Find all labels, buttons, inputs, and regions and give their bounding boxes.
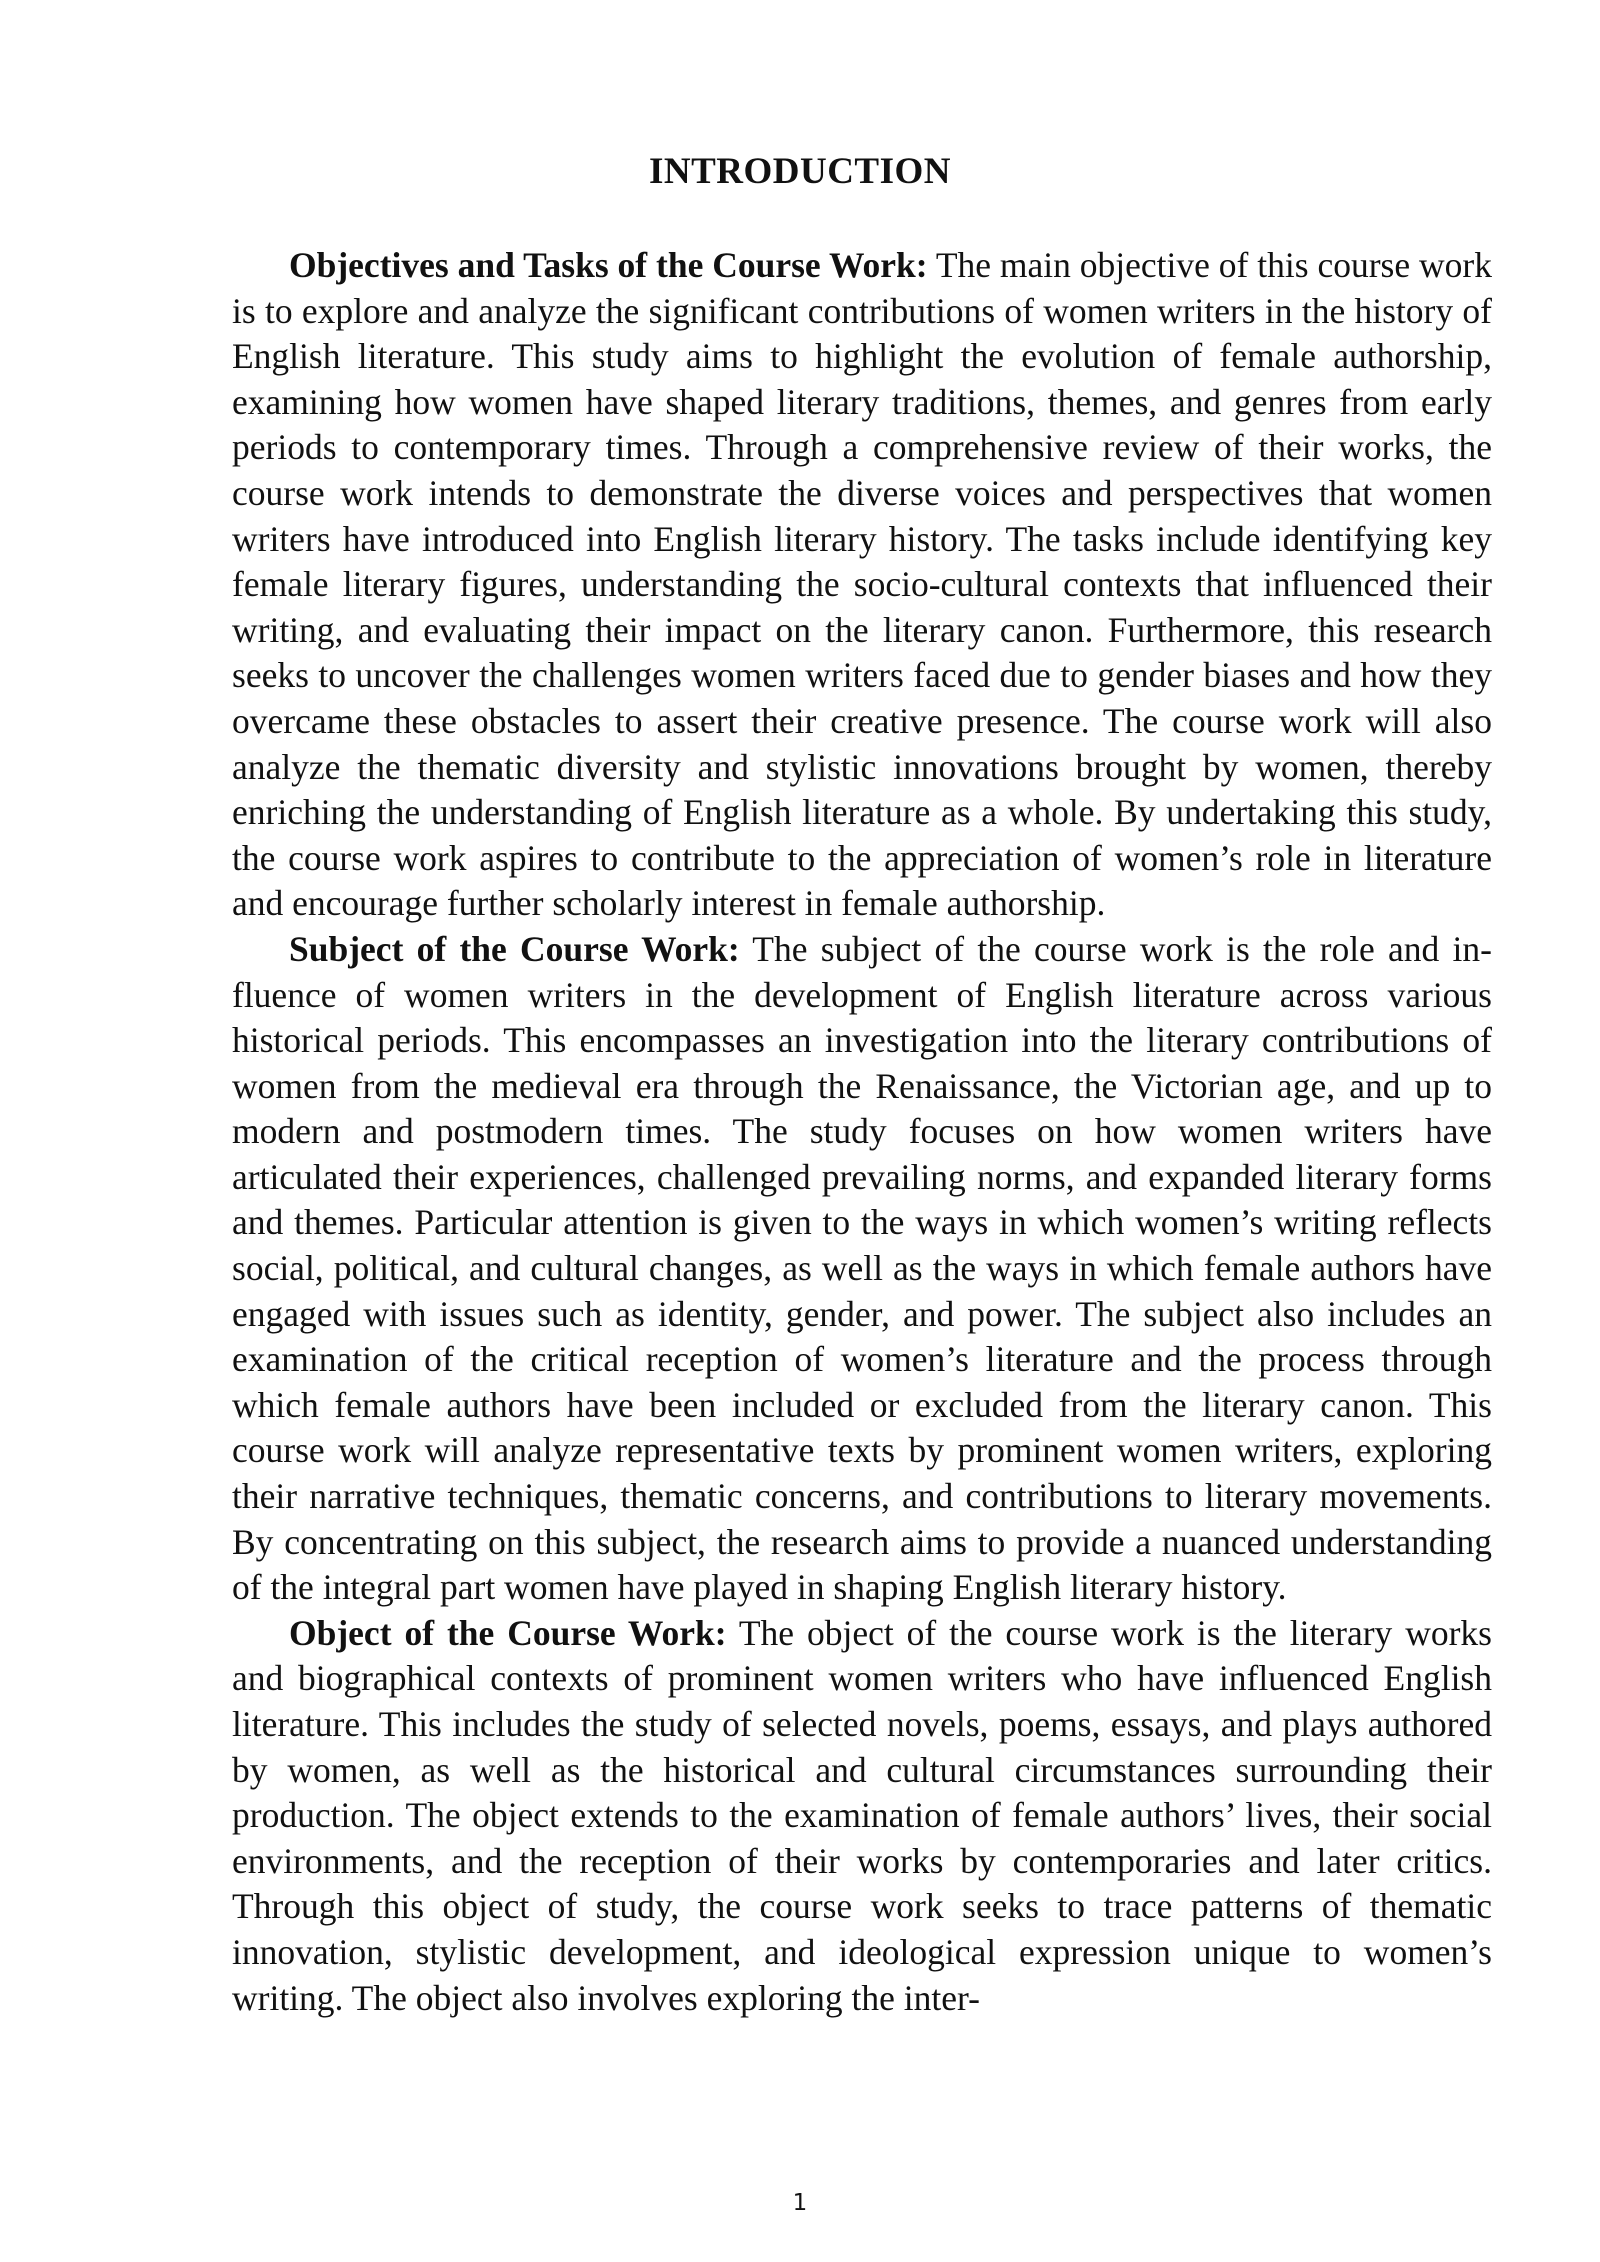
paragraph-text: The main objective of this course work is to explore and analyze the significant contributions of women writers in the history of English literature. This study aims to highlight the evolution of female authorship, examining how women have shaped literary traditions, themes, and genres from early periods to contemporary times. Through a comprehensive review of their works, the course work intends to demonstrate the diverse voices and perspectives that women writers have introduced into English literary history. The tasks include identifying key female literary figures, understanding the socio-cultural contexts that influenced their writing, and evaluating their impact on the literary canon. Furthermore, this research seeks to uncover the challenges women writers faced due to gender biases and how they overcame these obstacles to assert their creative presence. The course work will also analyze the thematic diversity and stylistic innovations brought by women, thereby enriching the understanding of English literature as a whole. By undertaking this study, the course work aspires to contribute to the appreciation of women’s role in literature and encourage further scholarly interest in female authorship. (232, 245, 1492, 924)
body-text (232, 243, 1492, 2021)
paragraph-subject (232, 927, 1492, 1611)
paragraph-heading: Object of the Course Work: (289, 1612, 727, 1653)
paragraph-object (232, 1611, 1492, 2021)
paragraph-text: The subject of the course work is the role and influence of women writers in the development of English literature across various historical periods. This encompasses an investigation into the literary contributions of women from the medieval era through the Renaissance, the Victorian age, and up to modern and postmodern times. The study focuses on how women writers have articulated their experiences, challenged prevailing norms, and expanded literary forms and themes. Particular attention is given to the ways in which women’s writing reflects social, political, and cultural changes, as well as the ways in which female authors have engaged with issues such as identity, gender, and power. The subject also includes an examination of the critical reception of women’s literature and the process through which female authors have been included or excluded from the literary canon. This course work will analyze representative texts by prominent women writers, exploring their narrative techniques, thematic concerns, and contributions to literary movements. By concentrating on this subject, the research aims to provide a nuanced understanding of the integral part women have played in shaping English literary history. (232, 928, 1492, 1608)
paragraph-objectives (232, 243, 1492, 927)
paragraph-heading: Objectives and Tasks of the Course Work: (289, 245, 928, 285)
page-title: INTRODUCTION (648, 151, 952, 192)
page-number: 1 (792, 2190, 808, 2216)
paragraph-text: The object of the course work is the literary works and biographical contexts of prominent women writers who have influenced English literature. This includes the study of selected novels, poems, essays, and plays authored by women, as well as the historical and cultural circumstances surrounding their production. The object extends to the examination of female authors’ lives, their social environments, and the reception of their works by contemporaries and later critics. Through this object of study, the course work seeks to trace patterns of thematic innovation, stylistic development, and ideological expression unique to women’s writing. The object also involves exploring the inter- (232, 1612, 1492, 2018)
paragraph-heading: Subject of the Course Work: (289, 928, 740, 969)
